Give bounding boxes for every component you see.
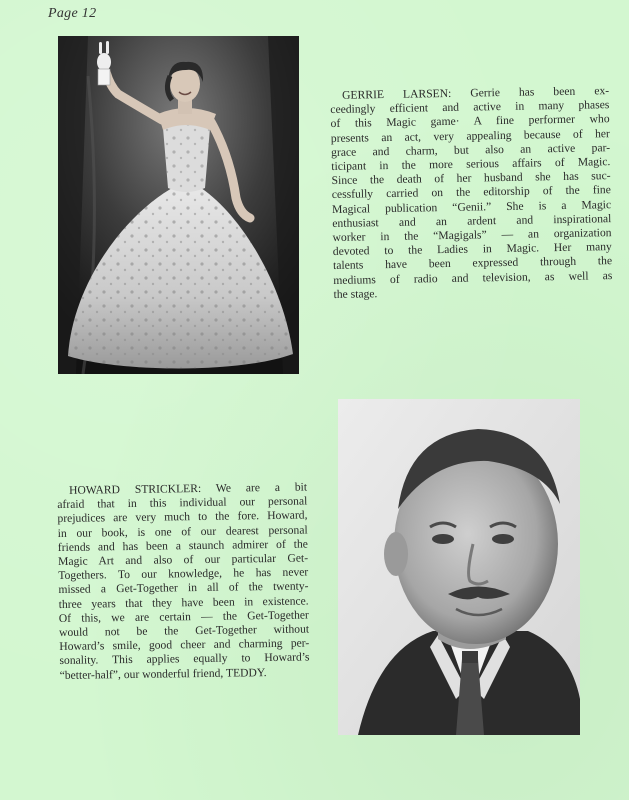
bio-line: presents an act, very appealing because of her [330, 126, 610, 145]
bio-line: in our book, is one of our dearest personal [57, 523, 308, 540]
bio-line: “better-half”, our wonderful friend, TEDDY. [59, 665, 267, 682]
bio-line: enthusiast and an ardent and inspirational [332, 211, 612, 230]
bio-line: ticipant in the more serious affairs of Magic. [331, 155, 611, 174]
bio-line: afraid that in this individual our personal [57, 494, 308, 512]
bio-line: HOWARD STRICKLER: We are a bit [68, 480, 308, 497]
bio-line: ceedingly efficient and active in many phases [330, 98, 610, 117]
howard-strickler-bio [57, 481, 310, 683]
bio-line: Howard’s smile, good cheer and charming per- [59, 636, 310, 654]
bio-line: mediums of radio and television, as well as [333, 268, 613, 287]
bio-line: the stage. [333, 287, 378, 301]
gerrie-larsen-photo [58, 36, 299, 374]
bio-line: Magic Art and also of our particular Get- [57, 551, 309, 569]
bio-line: Togethers. To our knowledge, he has never [58, 565, 309, 583]
page-number: Page 12 [48, 6, 97, 21]
bio-line: cessfully carried on the editorship of the fine [331, 183, 611, 202]
bio-line: Since the death of her husband she has suc- [331, 169, 611, 188]
bio-line: sonality. This applies equally to Howard’s [59, 650, 310, 668]
bio-line: missed a Get-Together in all of the twenty- [58, 579, 309, 597]
bio-line: Of this, we are certain — the Get-Together [58, 608, 309, 625]
bio-line: three years that they have been in existence. [58, 594, 309, 611]
bio-line: grace and charm, but also an active par- [330, 140, 611, 159]
bio-line: of this Magic game· A fine performer who [330, 112, 610, 131]
howard-strickler-photo [338, 399, 580, 735]
bio-line: would not be the Get-Together without [58, 622, 310, 640]
howard-strickler-figure [338, 399, 580, 735]
bio-line: friends and has been a staunch admirer of the [57, 537, 308, 554]
gerrie-larsen-bio [330, 84, 613, 302]
bio-line: devoted to the Ladies in Magic. Her many [332, 240, 612, 259]
bio-line: Magical publication “Genii.” She is a Magic [331, 197, 612, 216]
bio-line: GERRIE LARSEN: Gerrie has been ex- [341, 84, 610, 102]
bio-line: prejudices are very much to the fore. Howard, [57, 508, 308, 526]
bio-line: worker in the “Magigals” — an organization [332, 226, 612, 245]
gerrie-larsen-figure [58, 36, 299, 374]
bio-line: talents have been expressed through the [332, 254, 613, 273]
